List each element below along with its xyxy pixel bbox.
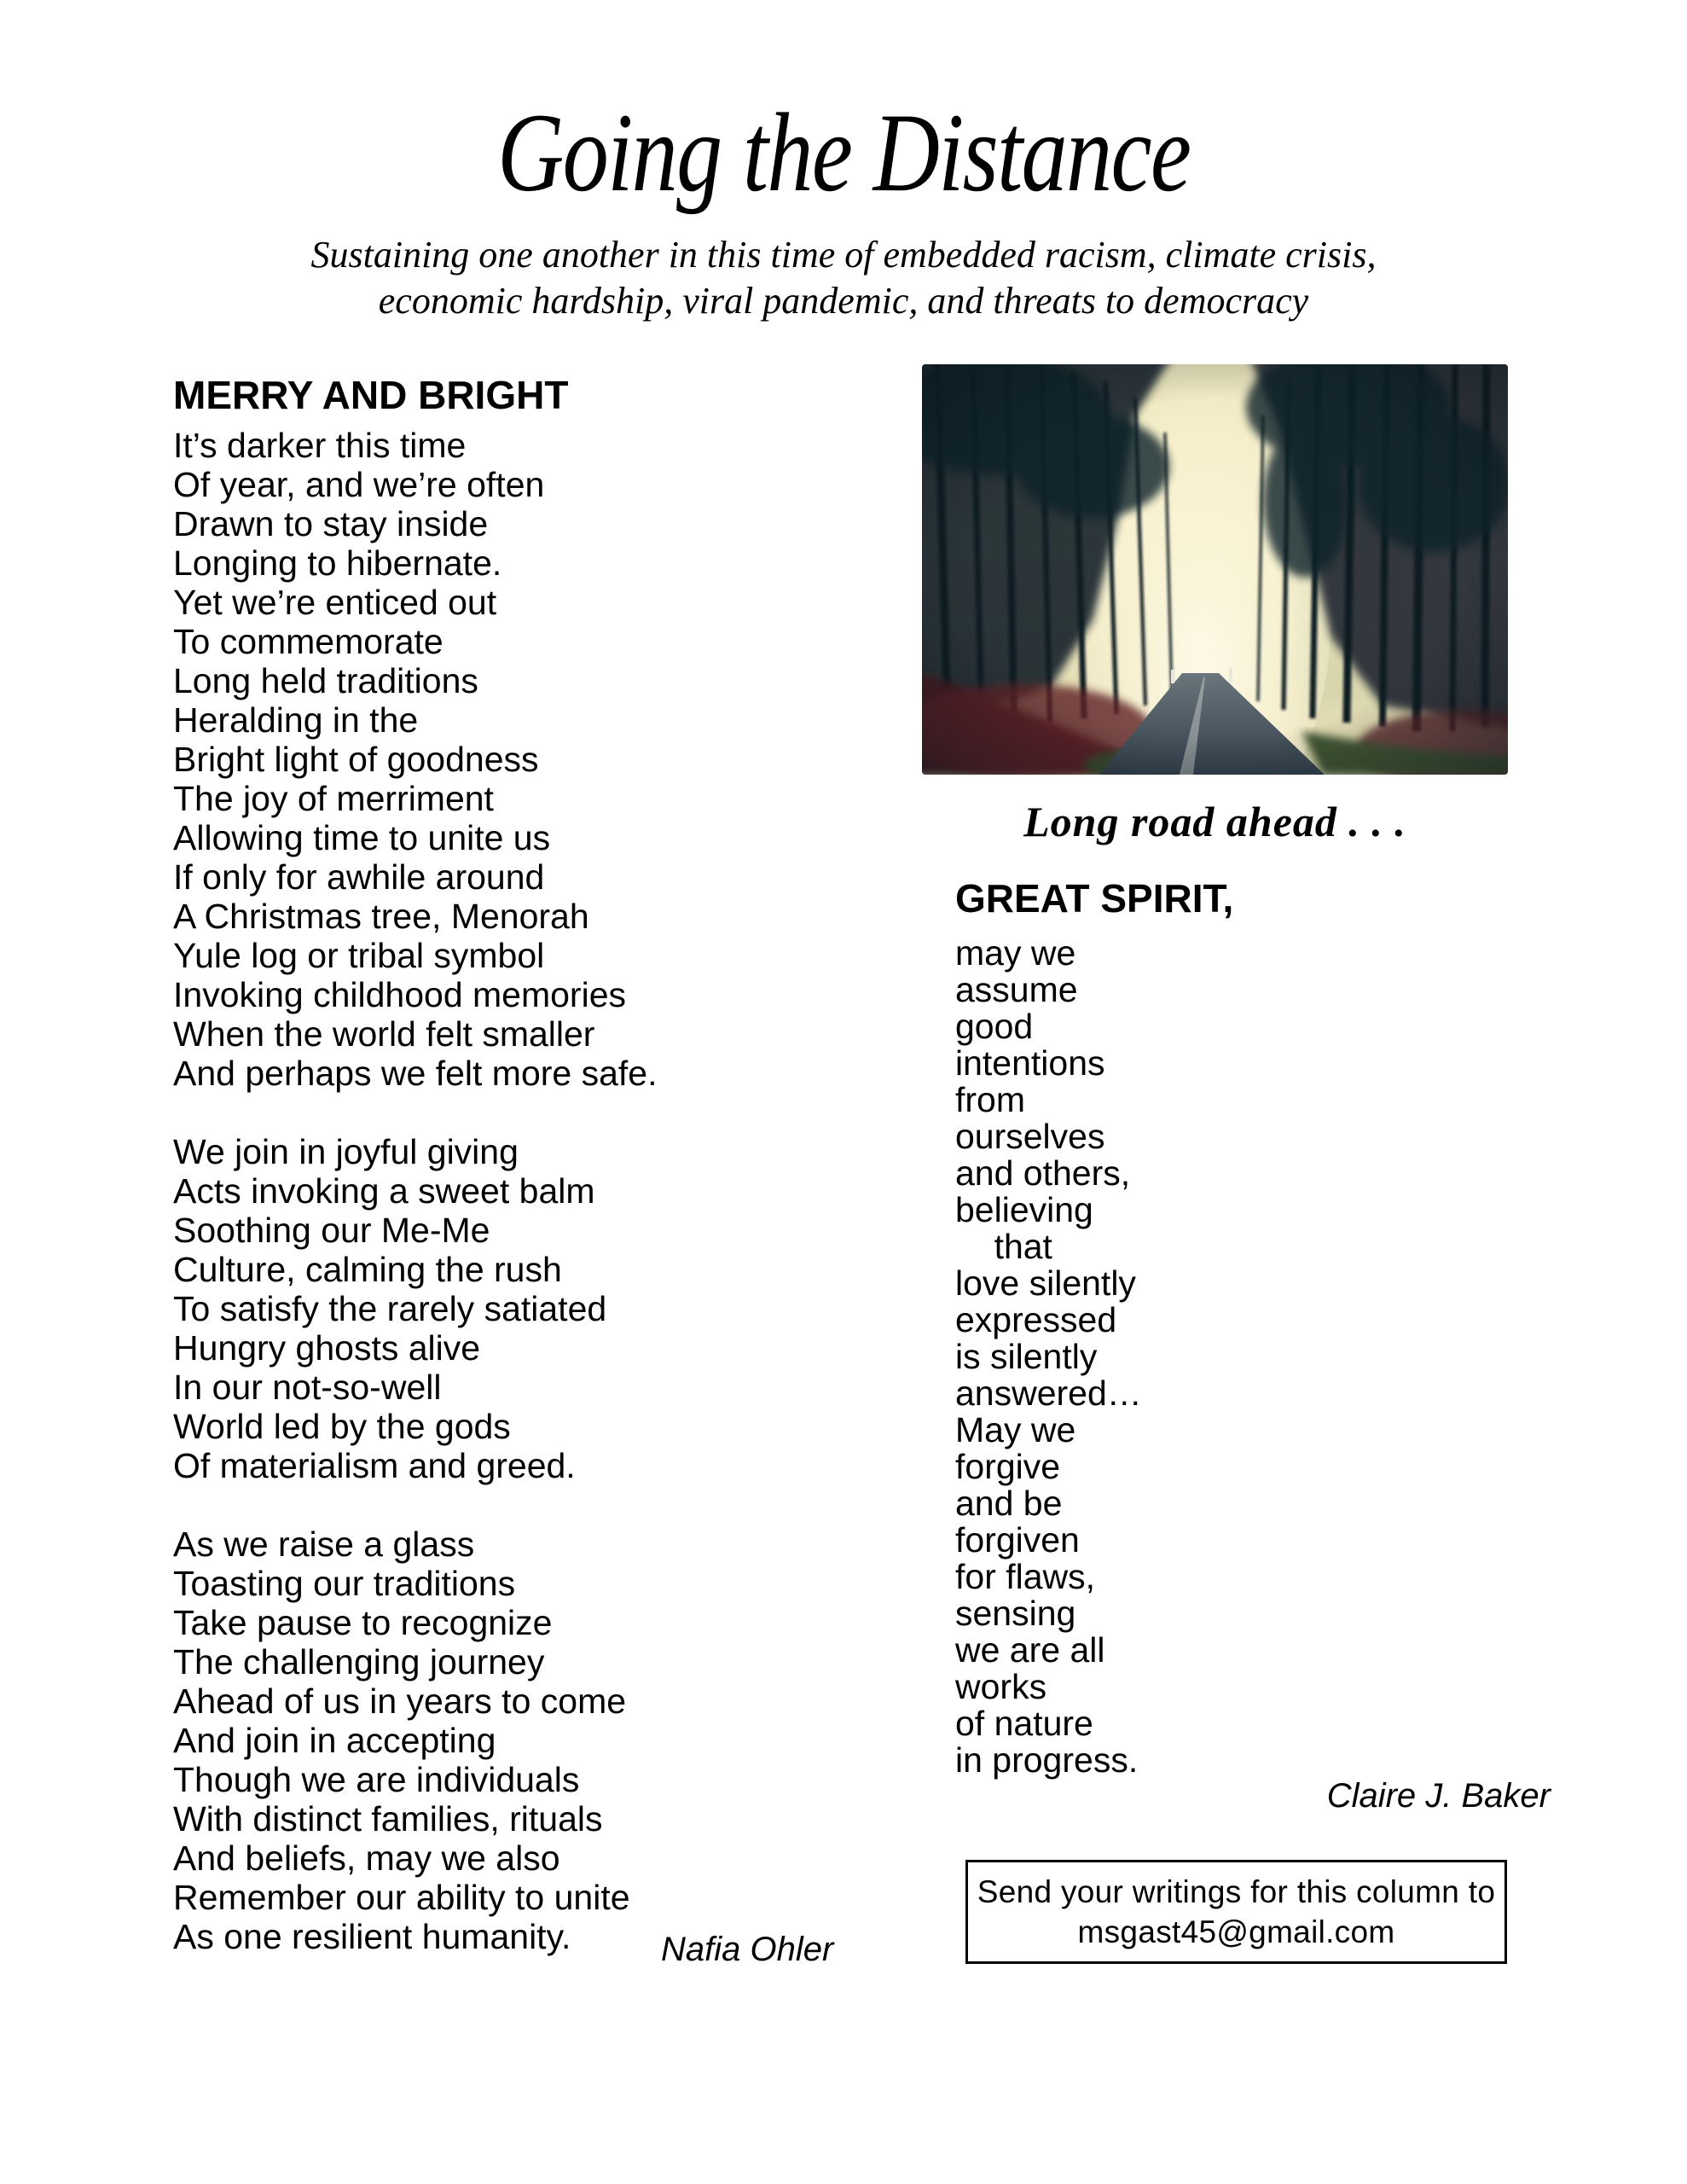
subtitle-line-2: economic hardship, viral pandemic, and threats to democracy [378,280,1309,322]
poem-line: assume [955,970,1078,1009]
poem-line: Ahead of us in years to come [173,1682,627,1721]
poem-line: Acts invoking a sweet balm [173,1171,595,1211]
poem-line: The challenging journey [173,1642,545,1682]
poem-line: Longing to hibernate. [173,543,502,583]
page-subtitle [0,232,1687,324]
stanza-1 [173,426,736,1093]
poem-line: that [955,1227,1052,1266]
poem-line: Soothing our Me-Me [173,1211,490,1250]
author-nafia-ohler: Nafia Ohler [661,1931,834,1968]
poem-line: forgiven [955,1520,1080,1560]
poem-line: Yule log or tribal symbol [173,936,545,975]
poem-line: in progress. [955,1740,1139,1780]
poem-line: We join in joyful giving [173,1132,519,1171]
poem-line: When the world felt smaller [173,1014,595,1054]
subtitle-line-1: Sustaining one another in this time of embedded racism, climate crisis, [310,234,1377,276]
poem-line: And perhaps we felt more safe. [173,1054,658,1093]
poem-line: Of year, and we’re often [173,465,545,504]
poem-line: As one resilient humanity. [173,1917,571,1956]
submission-box [965,1860,1507,1964]
poem-line: sensing [955,1594,1076,1633]
poem-line: It’s darker this time [173,426,467,465]
poem-line: To satisfy the rarely satiated [173,1289,607,1328]
poem-line: Yet we’re enticed out [173,583,497,622]
poem-line: Drawn to stay inside [173,504,489,543]
left-column [173,373,736,1956]
poem-title-merry-and-bright: MERRY AND BRIGHT [173,373,569,417]
right-poem [955,935,1322,1779]
poem-line: we are all [955,1630,1105,1670]
poem-line: and be [955,1484,1063,1523]
author-claire-j-baker: Claire J. Baker [1326,1777,1551,1815]
poem-line: may we [955,933,1076,973]
poem-line: If only for awhile around [173,857,545,897]
poem-line: believing [955,1190,1093,1229]
submission-instruction: Send your writings for this column to [977,1874,1496,1909]
poem-line: Invoking childhood memories [173,975,626,1014]
poem-line: Of materialism and greed. [173,1446,576,1485]
poem-line: intentions [955,1043,1105,1083]
poem-line: To commemorate [173,622,443,661]
poem-line: good [955,1007,1034,1046]
poem-title-great-spirit: GREAT SPIRIT, [955,876,1234,921]
poem-line: ourselves [955,1117,1105,1156]
poem-line: Toasting our traditions [173,1564,516,1603]
masthead [0,89,1687,217]
poem-line: Though we are individuals [173,1760,580,1799]
forest-road-photo [922,364,1508,775]
submission-email: msgast45@gmail.com [1077,1914,1395,1949]
poem-line: answered… [955,1374,1142,1413]
poem-line: Heralding in the [173,700,419,740]
poem-line: Bright light of goodness [173,740,539,779]
poem-line: Culture, calming the rush [173,1250,562,1289]
poem-line: Long held traditions [173,661,478,700]
poem-line: forgive [955,1447,1061,1486]
poem-line: As we raise a glass [173,1525,475,1564]
poem-line: from [955,1080,1025,1119]
poem-line: Remember our ability to unite [173,1878,630,1917]
poem-line: Allowing time to unite us [173,818,551,857]
poem-line: for flaws, [955,1557,1096,1596]
poem-line: love silently [955,1263,1136,1303]
poem-line: expressed [955,1300,1117,1339]
stanza-2 [173,1132,736,1485]
poem-line: The joy of merriment [173,779,494,818]
poem-line: A Christmas tree, Menorah [173,897,589,936]
poem-line: In our not-so-well [173,1368,442,1407]
poem-line: And join in accepting [173,1721,496,1760]
stanza-3 [173,1525,736,1956]
poem-line: of nature [955,1704,1093,1743]
poem-line: And beliefs, may we also [173,1838,560,1878]
poem-line: is silently [955,1337,1098,1376]
poem-line: works [955,1667,1047,1706]
poem-line: With distinct families, rituals [173,1799,603,1838]
forest-road-illustration [922,364,1508,775]
poem-line: May we [955,1410,1076,1449]
poem-line: Take pause to recognize [173,1603,553,1642]
page-title: Going the Distance [496,90,1191,215]
photo-caption: Long road ahead . . . [1023,798,1406,845]
poem-line: Hungry ghosts alive [173,1328,481,1368]
poem-line: and others, [955,1153,1131,1193]
poem-line: World led by the gods [173,1407,511,1446]
